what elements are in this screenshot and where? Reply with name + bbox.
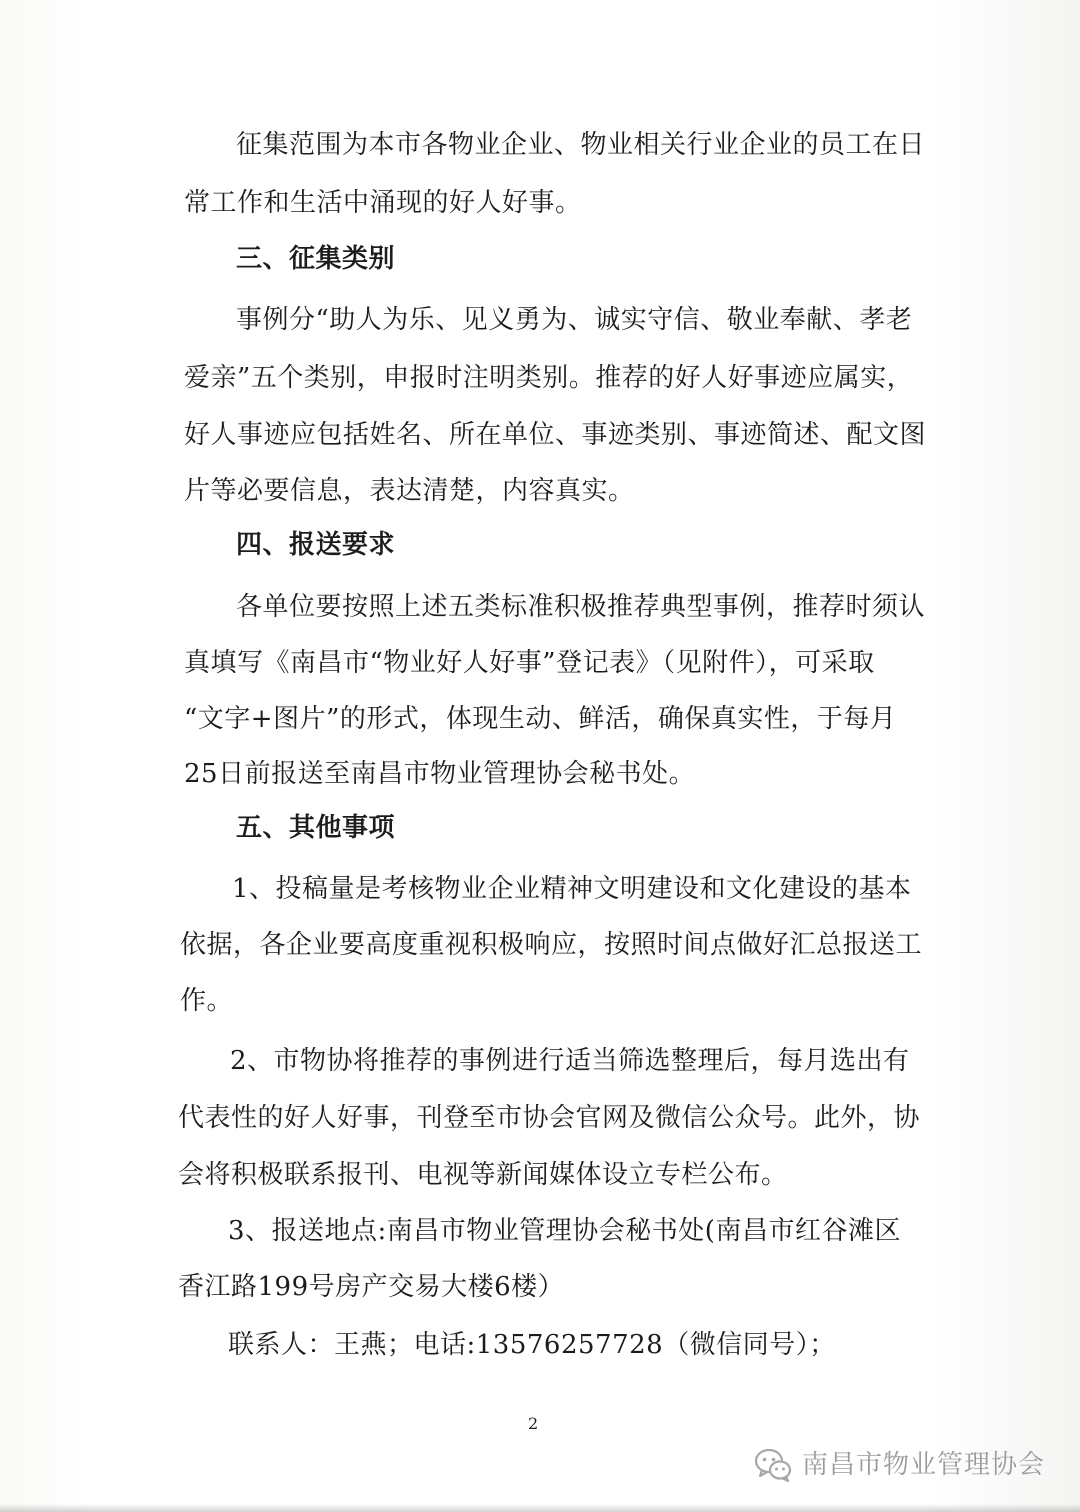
body-line: 会将积极联系报刊、电视等新闻媒体设立专栏公布。 [178, 1160, 788, 1190]
body-line: 片等必要信息，表达清楚，内容真实。 [184, 476, 635, 506]
body-line: 爱亲”五个类别，申报时注明类别。推荐的好人好事迹应属实， [184, 363, 914, 393]
body-line: 真填写《南昌市“物业好人好事”登记表》（见附件），可采取 [184, 648, 875, 678]
body-line: 常工作和生活中涌现的好人好事。 [184, 188, 582, 218]
body-line: 作。 [180, 986, 234, 1016]
page-number: 2 [528, 1414, 539, 1433]
watermark-text: 南昌市物业管理协会 [802, 1450, 1046, 1480]
section-heading: 四、报送要求 [236, 530, 396, 560]
watermark [752, 1444, 1045, 1486]
body-line: 各单位要按照上述五类标准积极推荐典型事例，推荐时须认 [236, 592, 926, 622]
body-line: 25日前报送至南昌市物业管理协会秘书处。 [184, 759, 696, 789]
body-line: 事例分“助人为乐、见义勇为、诚实守信、敬业奉献、孝老 [236, 305, 913, 335]
body-line: 好人事迹应包括姓名、所在单位、事迹类别、事迹简述、配文图 [184, 420, 927, 450]
body-line: 香江路199号房产交易大楼6楼） [178, 1272, 565, 1302]
body-line: 征集范围为本市各物业企业、物业相关行业企业的员工在日 [236, 130, 926, 160]
body-line: “文字+图片”的形式，体现生动、鲜活，确保真实性，于每月 [184, 704, 897, 734]
body-line: 联系人：王燕；电话:13576257728（微信同号）； [228, 1330, 836, 1360]
page-bottom-edge [0, 1504, 1080, 1512]
section-heading: 三、征集类别 [236, 244, 396, 274]
wechat-icon [752, 1444, 794, 1486]
body-line: 依据，各企业要高度重视积极响应，按照时间点做好汇总报送工 [180, 930, 923, 960]
section-heading: 五、其他事项 [236, 813, 396, 843]
body-line: 代表性的好人好事，刊登至市协会官网及微信公众号。此外，协 [178, 1103, 921, 1133]
body-line: 1、投稿量是考核物业企业精神文明建设和文化建设的基本 [232, 874, 912, 904]
body-line: 2、市物协将推荐的事例进行适当筛选整理后，每月选出有 [230, 1046, 910, 1076]
body-line: 3、报送地点:南昌市物业管理协会秘书处(南昌市红谷滩区 [228, 1216, 901, 1246]
